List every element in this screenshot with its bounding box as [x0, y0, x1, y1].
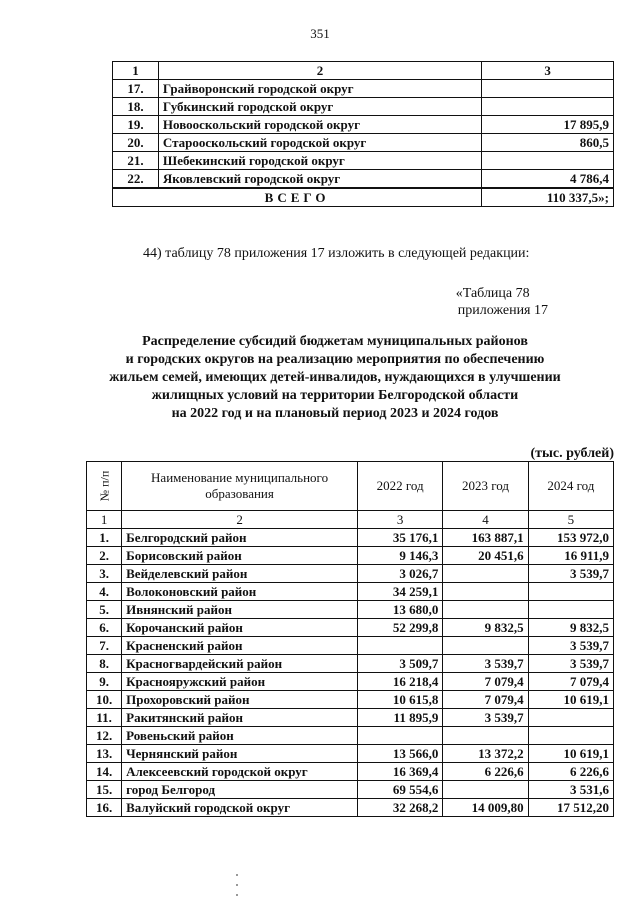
value-2023: 3 539,7 [443, 655, 528, 673]
value-2022: 16 218,4 [358, 673, 443, 691]
row-name: Чернянский район [122, 745, 358, 763]
column-number: 3 [358, 511, 443, 529]
table-row [87, 529, 614, 547]
title-line: жилищных условий на территории Белгородской области [151, 388, 519, 403]
value-2023 [443, 601, 528, 619]
value-2023: 3 539,7 [443, 709, 528, 727]
value-2024 [528, 601, 613, 619]
table-row [87, 745, 614, 763]
title-line: и городских округов на реализацию мероприятия по обеспечению [125, 352, 545, 367]
header-num-label: № п/п [97, 470, 112, 502]
value-2022: 9 146,3 [358, 547, 443, 565]
row-value [482, 152, 614, 170]
row-number: 13. [87, 745, 122, 763]
row-number: 2. [87, 547, 122, 565]
row-name: Алексеевский городской округ [122, 763, 358, 781]
table-row [87, 601, 614, 619]
value-2024: 16 911,9 [528, 547, 613, 565]
table-row [87, 655, 614, 673]
value-2024: 10 619,1 [528, 745, 613, 763]
table-row [113, 152, 614, 170]
table-row [87, 673, 614, 691]
caption-line: «Таблица 78 [455, 286, 530, 301]
value-2023 [443, 781, 528, 799]
header-cell: 2 [158, 62, 481, 80]
row-number: 18. [113, 98, 159, 116]
row-name: Новооскольский городской округ [158, 116, 481, 134]
table-row [87, 691, 614, 709]
row-name: Волоконовский район [122, 583, 358, 601]
column-number: 5 [528, 511, 613, 529]
value-2022: 69 554,6 [358, 781, 443, 799]
table-row [87, 709, 614, 727]
value-2023: 7 079,4 [443, 673, 528, 691]
row-number: 20. [113, 134, 159, 152]
row-number: 19. [113, 116, 159, 134]
table-title [85, 333, 585, 423]
row-number: 6. [87, 619, 122, 637]
table-row [87, 583, 614, 601]
table-header-row [87, 462, 614, 511]
header-2023: 2023 год [443, 462, 528, 511]
value-2022: 3 509,7 [358, 655, 443, 673]
value-2022 [358, 727, 443, 745]
row-number: 3. [87, 565, 122, 583]
row-name: Борисовский район [122, 547, 358, 565]
row-number: 5. [87, 601, 122, 619]
scan-speck [236, 884, 238, 886]
units-label: (тыс. рублей) [530, 446, 614, 461]
header-2022: 2022 год [358, 462, 443, 511]
table-row [87, 547, 614, 565]
value-2022: 13 680,0 [358, 601, 443, 619]
table-caption [456, 285, 548, 319]
total-row [113, 188, 614, 207]
title-line: на 2022 год и на плановый период 2023 и 2024 годов [171, 406, 499, 421]
row-name: Шебекинский городской округ [158, 152, 481, 170]
value-2023: 163 887,1 [443, 529, 528, 547]
value-2023: 20 451,6 [443, 547, 528, 565]
value-2024: 3 539,7 [528, 655, 613, 673]
table-row [87, 637, 614, 655]
column-number: 1 [87, 511, 122, 529]
scan-speck [236, 894, 238, 896]
value-2022: 3 026,7 [358, 565, 443, 583]
table-row [113, 170, 614, 189]
table-row [113, 116, 614, 134]
scan-speck [236, 874, 238, 876]
table-row [87, 799, 614, 817]
title-line: Распределение субсидий бюджетам муниципальных районов [142, 334, 528, 349]
value-2023 [443, 637, 528, 655]
column-number: 4 [443, 511, 528, 529]
value-2024 [528, 583, 613, 601]
value-2024: 9 832,5 [528, 619, 613, 637]
row-value: 17 895,9 [482, 116, 614, 134]
value-2023: 7 079,4 [443, 691, 528, 709]
row-number: 14. [87, 763, 122, 781]
table-row [87, 619, 614, 637]
value-2022: 52 299,8 [358, 619, 443, 637]
value-2024: 3 531,6 [528, 781, 613, 799]
value-2023 [443, 727, 528, 745]
total-value: 110 337,5»; [482, 188, 614, 207]
table-row [87, 565, 614, 583]
table-row [87, 727, 614, 745]
row-name: Белгородский район [122, 529, 358, 547]
value-2022: 10 615,8 [358, 691, 443, 709]
row-name: город Белгород [122, 781, 358, 799]
row-number: 7. [87, 637, 122, 655]
table-row [87, 781, 614, 799]
value-2023 [443, 565, 528, 583]
value-2023: 13 372,2 [443, 745, 528, 763]
row-number: 10. [87, 691, 122, 709]
row-number: 17. [113, 80, 159, 98]
row-name: Корочанский район [122, 619, 358, 637]
total-label: ВСЕГО [113, 188, 482, 207]
row-name: Валуйский городской округ [122, 799, 358, 817]
value-2024: 17 512,20 [528, 799, 613, 817]
row-number: 1. [87, 529, 122, 547]
value-2023: 9 832,5 [443, 619, 528, 637]
value-2024: 3 539,7 [528, 565, 613, 583]
row-value [482, 80, 614, 98]
row-value: 4 786,4 [482, 170, 614, 189]
row-name: Ивнянский район [122, 601, 358, 619]
row-name: Вейделевский район [122, 565, 358, 583]
row-number: 22. [113, 170, 159, 189]
value-2024: 7 079,4 [528, 673, 613, 691]
table-row [87, 763, 614, 781]
title-line: жильем семей, имеющих детей-инвалидов, нуждающихся в улучшении [109, 370, 561, 385]
row-number: 11. [87, 709, 122, 727]
column-number-row [87, 511, 614, 529]
value-2024 [528, 709, 613, 727]
value-2024: 153 972,0 [528, 529, 613, 547]
value-2023: 6 226,6 [443, 763, 528, 781]
header-2024: 2024 год [528, 462, 613, 511]
column-number: 2 [122, 511, 358, 529]
row-number: 16. [87, 799, 122, 817]
value-2022: 35 176,1 [358, 529, 443, 547]
header-cell: 3 [482, 62, 614, 80]
row-number: 4. [87, 583, 122, 601]
row-value: 860,5 [482, 134, 614, 152]
value-2022: 13 566,0 [358, 745, 443, 763]
value-2022: 16 369,4 [358, 763, 443, 781]
row-name: Грайворонский городской округ [158, 80, 481, 98]
row-name: Прохоровский район [122, 691, 358, 709]
value-2023: 14 009,80 [443, 799, 528, 817]
header-name: Наименование муниципального образования [122, 462, 358, 511]
header-num [87, 462, 122, 511]
continued-table [112, 61, 614, 207]
value-2022 [358, 637, 443, 655]
caption-line: приложения 17 [457, 303, 548, 318]
row-value [482, 98, 614, 116]
row-name: Губкинский городской округ [158, 98, 481, 116]
row-name: Краснояружский район [122, 673, 358, 691]
table-row [113, 98, 614, 116]
subsidy-table [86, 461, 614, 817]
amendment-paragraph: 44) таблицу 78 приложения 17 изложить в следующей редакции: [143, 246, 530, 261]
row-number: 12. [87, 727, 122, 745]
row-name: Красногвардейский район [122, 655, 358, 673]
header-cell: 1 [113, 62, 159, 80]
value-2023 [443, 583, 528, 601]
table-row [113, 134, 614, 152]
value-2024: 10 619,1 [528, 691, 613, 709]
value-2024: 3 539,7 [528, 637, 613, 655]
value-2022: 32 268,2 [358, 799, 443, 817]
row-number: 9. [87, 673, 122, 691]
table-row [113, 80, 614, 98]
row-number: 8. [87, 655, 122, 673]
row-name: Яковлевский городской округ [158, 170, 481, 189]
row-name: Красненский район [122, 637, 358, 655]
table-header-row [113, 62, 614, 80]
value-2024: 6 226,6 [528, 763, 613, 781]
row-number: 21. [113, 152, 159, 170]
value-2022: 11 895,9 [358, 709, 443, 727]
row-name: Ракитянский район [122, 709, 358, 727]
value-2024 [528, 727, 613, 745]
row-number: 15. [87, 781, 122, 799]
row-name: Ровеньский район [122, 727, 358, 745]
page-number: 351 [310, 26, 330, 41]
row-name: Старооскольский городской округ [158, 134, 481, 152]
value-2022: 34 259,1 [358, 583, 443, 601]
